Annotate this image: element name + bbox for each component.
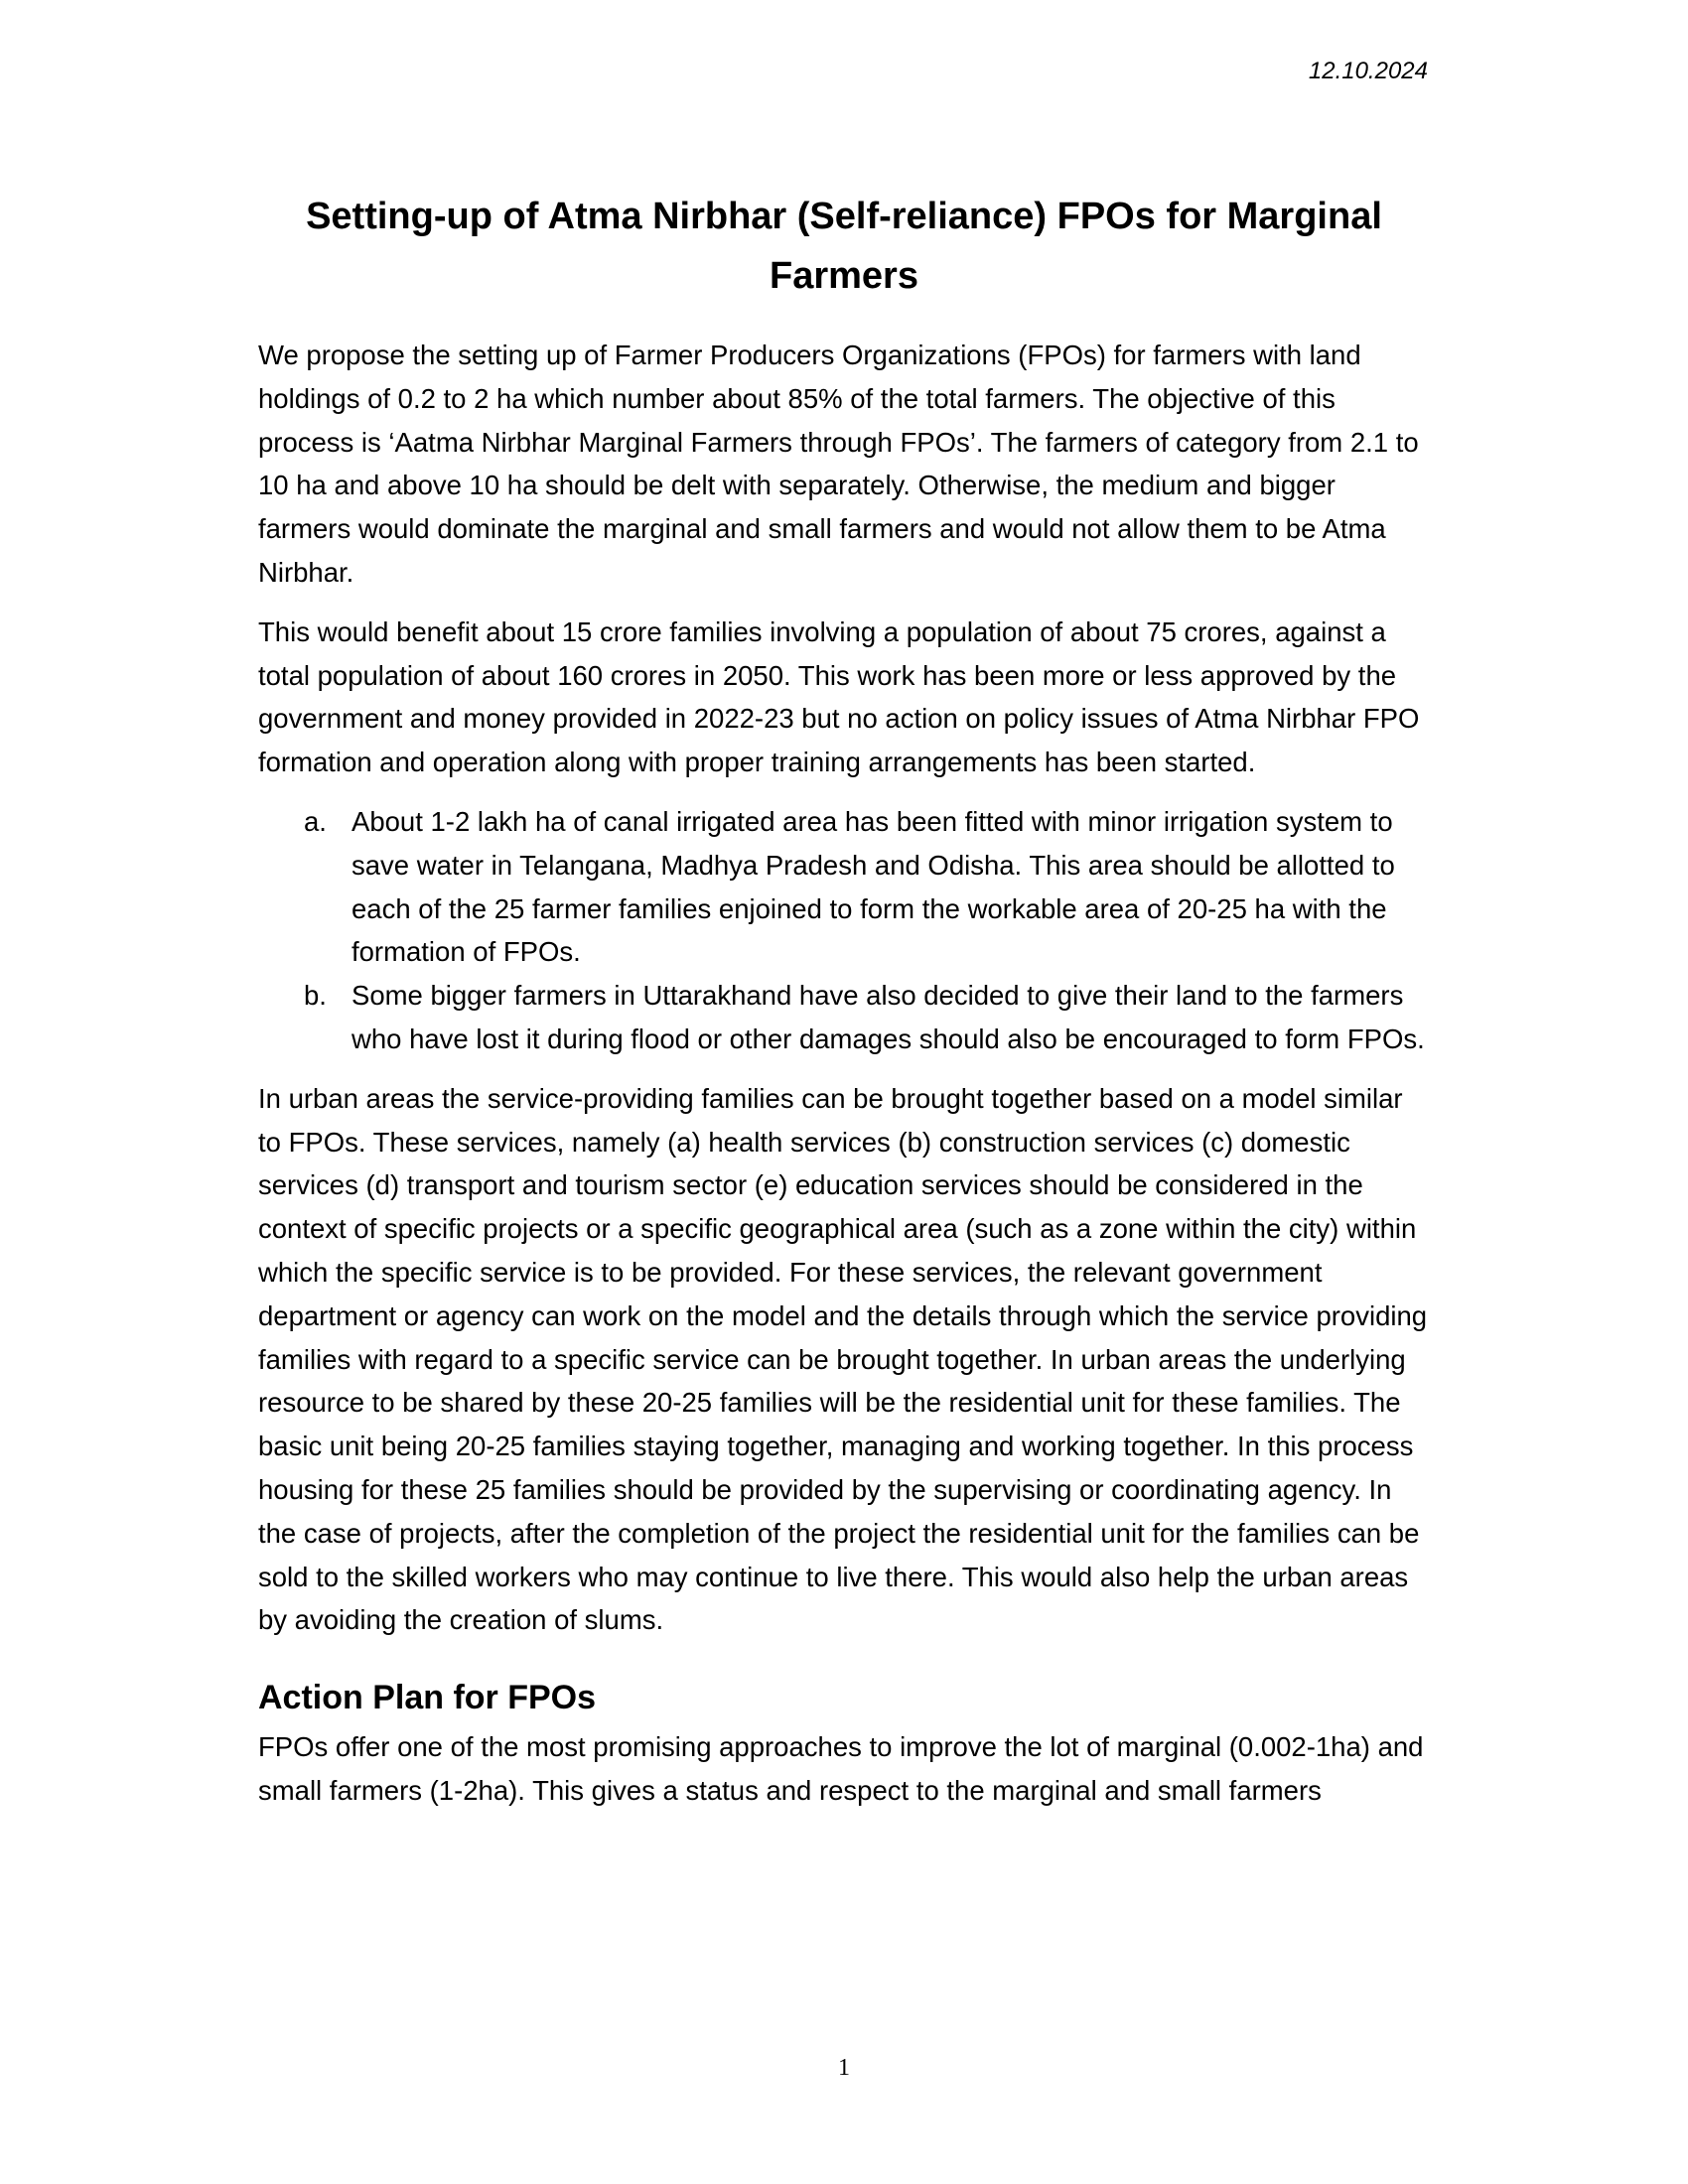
list-item	[304, 800, 1430, 974]
list-item	[304, 974, 1430, 1061]
benefit-paragraph: This would benefit about 15 crore families involving a population of about 75 crores, against a total population of about 160 crores in 2050. This work has been more or less approved by the government and money provided in 2022-23 but no action on policy issues of Atma Nirbhar FPO formation and operation along with proper training arrangements has been started.	[258, 615, 1420, 778]
page-number: 1	[838, 2055, 850, 2081]
list-marker: b.	[304, 980, 327, 1012]
urban-areas-paragraph: In urban areas the service-providing families can be brought together based on a model similar to FPOs. These services, namely (a) health services (b) construction services (c) domestic services (d) transport and tourism sector (e) education services should be considered in the context of specific projects or a specific geographical area (such as a zone within the city) within which the specific service is to be provided. For these services, the relevant government department or agency can work on the model and the details through which the service providing families with regard to a specific service can be brought together. In urban areas the underlying resource to be shared by these 20-25 families will be the residential unit for these families. The basic unit being 20-25 families staying together, managing and working together. In this process housing for these 25 families should be provided by the supervising or coordinating agency. In the case of projects, after the completion of the project the residential unit for the families can be sold to the skilled workers who may continue to live there. This would also help the urban areas by avoiding the creation of slums.	[258, 1082, 1428, 1636]
document-date: 12.10.2024	[1308, 58, 1428, 84]
intro-paragraph: We propose the setting up of Farmer Producers Organizations (FPOs) for farmers with land holdings of 0.2 to 2 ha which number about 85% of the total farmers. The objective of this process is ‘Aatma Nirbhar Marginal Farmers through FPOs’. The farmers of category from 2.1 to 10 ha and above 10 ha should be delt with separately. Otherwise, the medium and bigger farmers would dominate the marginal and small farmers and would not allow them to be Atma Nirbhar.	[258, 340, 1419, 588]
list-item-text: About 1-2 lakh ha of canal irrigated area has been fitted with minor irrigation system to save water in Telangana, Madhya Pradesh and Odisha. This area should be allotted to each of the 25 farmer families enjoined to form the workable area of 20-25 ha with the formation of FPOs.	[352, 805, 1395, 968]
alpha-list	[258, 800, 1430, 1061]
action-plan-paragraph: FPOs offer one of the most promising approaches to improve the lot of marginal (0.002-1ha) and small farmers (1-2ha). This gives a status and respect to the marginal and small farmers	[258, 1731, 1424, 1806]
section-heading: Action Plan for FPOs	[258, 1679, 597, 1717]
list-item-text: Some bigger farmers in Uttarakhand have also decided to give their land to the farmers who have lost it during flood or other damages should also be encouraged to form FPOs.	[352, 980, 1425, 1054]
document-title: Setting-up of Atma Nirbhar (Self-reliance) FPOs for Marginal Farmers	[306, 196, 1382, 297]
document-body	[258, 187, 1430, 1829]
list-marker: a.	[304, 805, 327, 837]
